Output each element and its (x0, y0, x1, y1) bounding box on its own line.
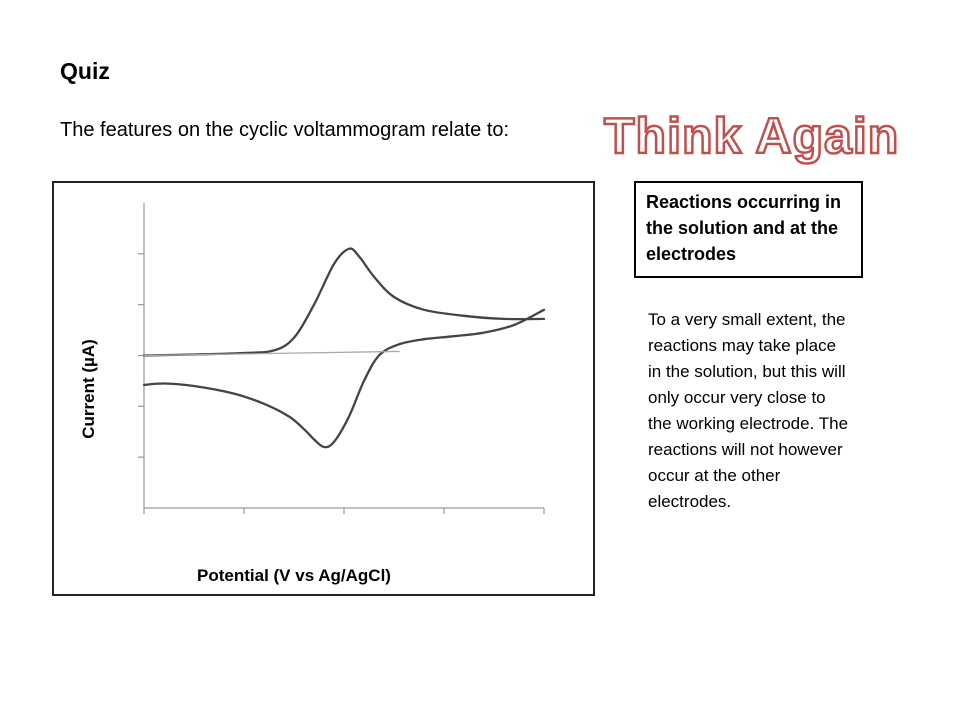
cyclic-voltammogram-chart (52, 181, 595, 596)
selected-answer-box: Reactions occurring in the solution and at the electrodes (634, 181, 863, 278)
x-axis-label: Potential (V vs Ag/AgCl) (197, 566, 391, 585)
series-group (144, 249, 544, 448)
series-line-forward-scan (144, 249, 544, 356)
chart-svg (54, 183, 597, 598)
feedback-banner: Think Again (604, 108, 900, 164)
y-axis-label: Current (µA) (79, 339, 98, 439)
quiz-question: The features on the cyclic voltammogram relate to: (60, 119, 510, 141)
slide-title: Quiz (60, 58, 110, 84)
series-line-reverse-scan (144, 310, 544, 447)
axes (138, 203, 544, 514)
answer-explanation: To a very small extent, the reactions may take place in the solution, but this will only occur very close to the working electrode. The reactions will not however occur at the other electrodes. (648, 310, 849, 511)
